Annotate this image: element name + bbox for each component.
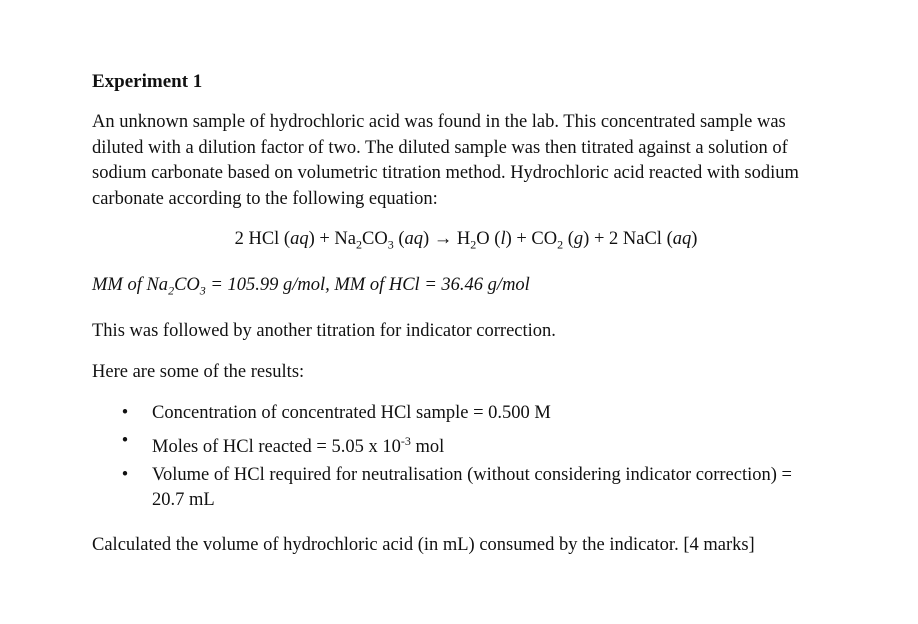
eq-part: ( [563, 229, 574, 249]
result-concentration: Concentration of concentrated HCl sample = 0.500 M [152, 403, 551, 424]
result-moles-exponent: -3 [400, 433, 411, 448]
intro-line-1: An unknown sample of hydrochloric acid was found in the lab. This concentrated sample was [92, 112, 786, 132]
intro-line-2: diluted with a dilution factor of two. The diluted sample was then titrated against a solution of [92, 137, 788, 158]
intro-line-3: sodium carbonate based on volumetric titration method. Hydrochloric acid reacted with sodium [92, 163, 799, 183]
molar-text: MM of Na [92, 274, 169, 295]
eq-part: ) [691, 229, 698, 249]
intro-paragraph [92, 110, 852, 212]
eq-subscript: 2 [557, 237, 564, 252]
eq-part: O ( [476, 229, 501, 249]
results-intro: Here are some of the results: [92, 362, 305, 383]
list-item [92, 463, 852, 514]
document-body [92, 70, 852, 558]
eq-state: l [500, 229, 506, 249]
eq-part: ( [393, 229, 405, 249]
question-text: Calculated the volume of hydrochloric acid (in mL) consumed by the indicator. [4 marks] [92, 534, 755, 555]
followed-by-line: This was followed by another titration for indicator correction. [92, 321, 556, 342]
eq-part: ) → H [423, 229, 471, 249]
result-moles [152, 433, 445, 458]
bullet-icon: • [121, 464, 129, 485]
eq-part: CO [362, 229, 388, 249]
eq-part: ) + CO [505, 229, 558, 249]
bullet-icon: • [121, 403, 129, 424]
bullet-icon: • [121, 430, 129, 451]
intro-line-4: carbonate according to the following equation: [92, 188, 438, 209]
result-volume [152, 465, 792, 511]
result-volume-value: 20.7 mL [152, 490, 215, 511]
eq-subscript: 3 [387, 237, 394, 252]
list-item [92, 401, 852, 427]
eq-part: ) + 2 NaCl ( [583, 229, 673, 249]
molar-subscript: 2 [168, 283, 175, 298]
result-volume-text: Volume of HCl required for neutralisation (without considering indicator correction) = [152, 464, 792, 485]
molar-text: = 105.99 g/mol, MM of HCl = 36.46 g/mol [205, 274, 530, 295]
eq-part: 2 HCl ( [234, 229, 291, 249]
reaction-equation [92, 226, 852, 258]
molar-subscript: 3 [199, 283, 206, 298]
molar-text: CO [174, 274, 200, 295]
eq-subscript: 2 [470, 237, 477, 252]
eq-part: ) + Na [308, 229, 356, 249]
result-moles-unit: mol [410, 437, 445, 458]
eq-state: g [573, 229, 584, 249]
results-list [92, 401, 852, 513]
eq-state: aq [290, 229, 309, 249]
experiment-heading: Experiment 1 [92, 71, 203, 92]
eq-subscript: 2 [356, 237, 362, 252]
result-moles-text: Moles of HCl reacted = 5.05 x 10 [152, 437, 401, 458]
eq-state: aq [672, 229, 692, 249]
list-item [92, 429, 852, 461]
eq-state: aq [404, 229, 423, 249]
molar-mass-line [92, 272, 852, 304]
